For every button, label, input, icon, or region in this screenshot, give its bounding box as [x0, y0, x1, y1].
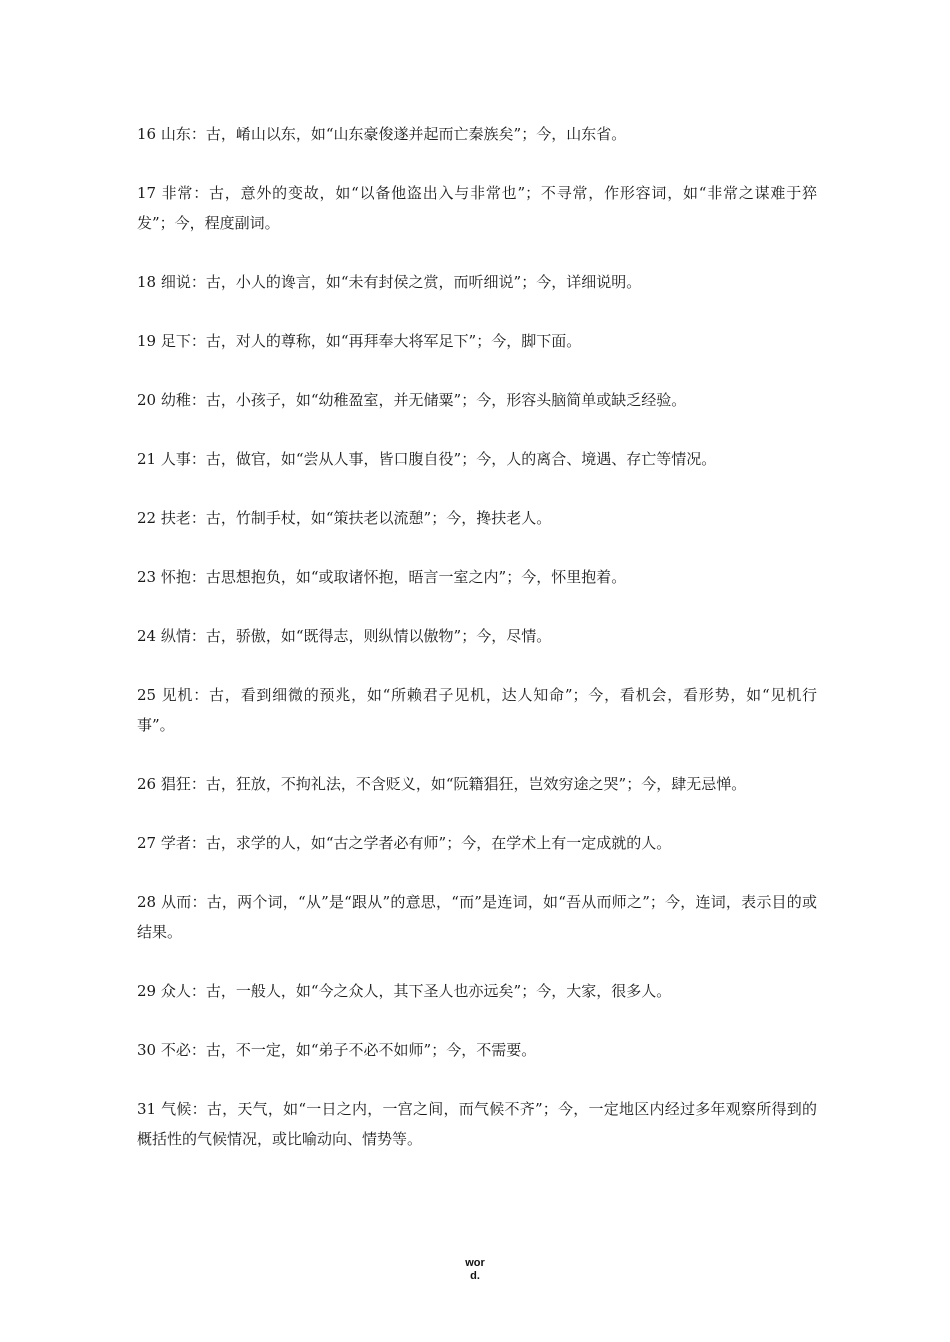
page-footer: [0, 1257, 950, 1283]
entry-list: [137, 119, 817, 1183]
footer-line-1: wor: [465, 1257, 485, 1269]
entry-22: 22 扶老：古，竹制手杖，如“策扶老以流憩”；今，搀扶老人。: [137, 509, 552, 527]
entry-28: 28 从而：古，两个词，“从”是“跟从”的意思，“而”是连词，如“吾从而师之”；今，连词，表示目的或结果。: [137, 893, 817, 941]
entry-30: 30 不必：古，不一定，如“弟子不必不如师”；今，不需要。: [137, 1041, 537, 1059]
entry-21: 21 人事：古，做官，如“尝从人事，皆口腹自役”；今，人的离合、境遇、存亡等情况。: [137, 450, 717, 468]
entry-16: 16 山东：古，崤山以东，如“山东豪俊遂并起而亡秦族矣”；今，山东省。: [137, 125, 627, 143]
entry-26: 26 猖狂：古，狂放，不拘礼法，不含贬义，如“阮籍猖狂，岂效穷途之哭”；今，肆无忌惮。: [137, 775, 747, 793]
entry-20: 20 幼稚：古，小孩子，如“幼稚盈室，并无储粟”；今，形容头脑简单或缺乏经验。: [137, 391, 687, 409]
footer-line-2: d.: [470, 1270, 480, 1282]
entry-29: 29 众人：古，一般人，如“今之众人，其下圣人也亦远矣”；今，大家，很多人。: [137, 982, 672, 1000]
entry-23: 23 怀抱：古思想抱负，如“或取诸怀抱，晤言一室之内”；今，怀里抱着。: [137, 568, 627, 586]
entry-27: 27 学者：古，求学的人，如“古之学者必有师”；今，在学术上有一定成就的人。: [137, 834, 672, 852]
entry-17: 17 非常：古，意外的变故，如“以备他盗出入与非常也”；不寻常，作形容词，如“非常之谋难于猝发”；今，程度副词。: [137, 184, 817, 232]
entry-31: 31 气候：古，天气，如“一日之内，一宫之间，而气候不齐”；今，一定地区内经过多年观察所得到的概括性的气候情况，或比喻动向、情势等。: [137, 1100, 817, 1148]
entry-18: 18 细说：古，小人的谗言，如“未有封侯之赏，而听细说”；今，详细说明。: [137, 273, 642, 291]
entry-24: 24 纵情：古，骄傲，如“既得志，则纵情以傲物”；今，尽情。: [137, 627, 552, 645]
entry-25: 25 见机：古，看到细微的预兆，如“所赖君子见机，达人知命”；今，看机会，看形势，如“见机行事”。: [137, 686, 817, 734]
entry-19: 19 足下：古，对人的尊称，如“再拜奉大将军足下”；今，脚下面。: [137, 332, 582, 350]
